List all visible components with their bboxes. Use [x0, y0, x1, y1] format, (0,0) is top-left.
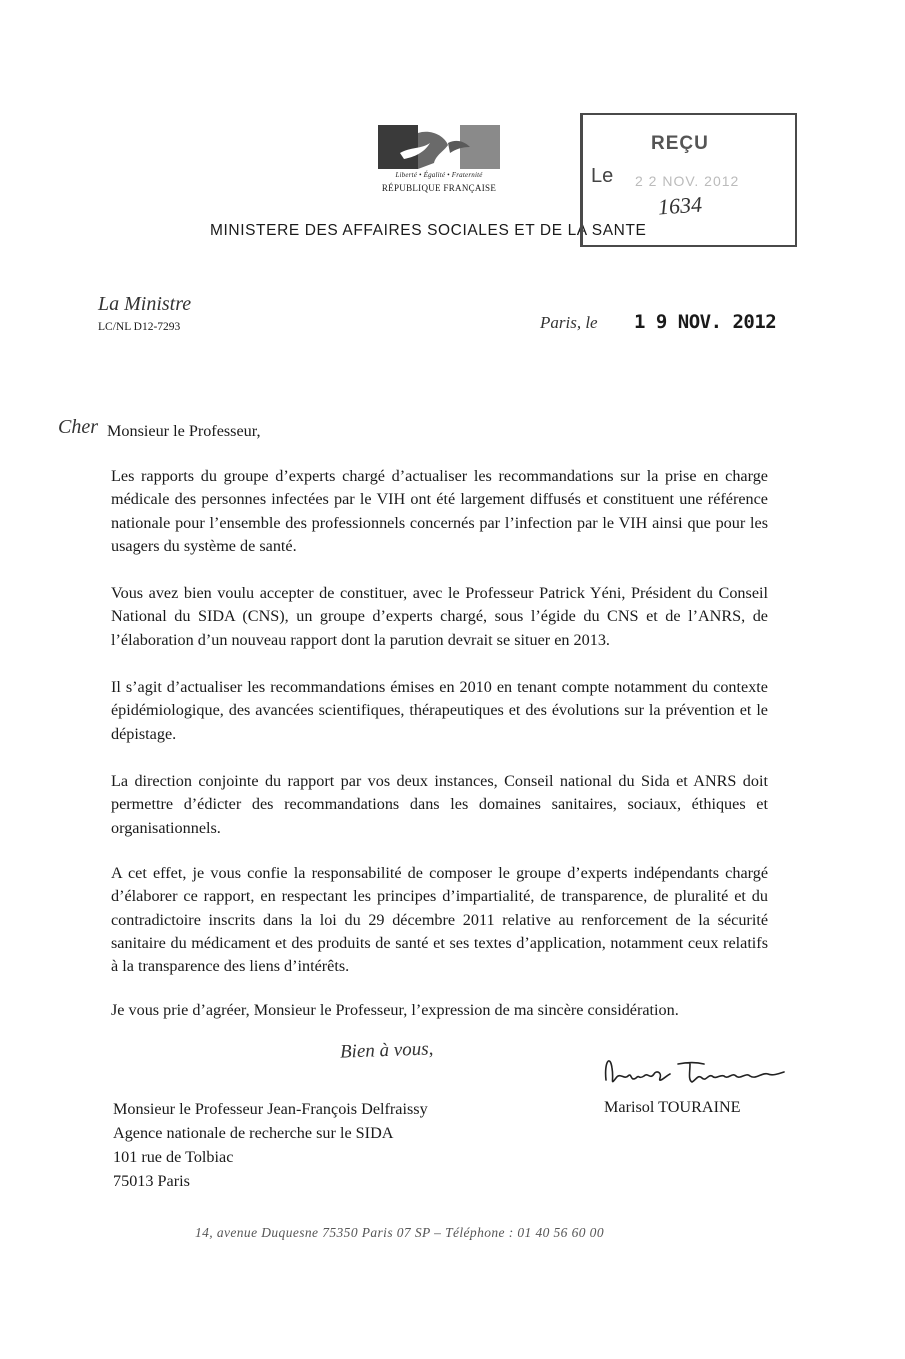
received-stamp [580, 113, 797, 247]
stamp-date: 2 2 NOV. 2012 [635, 173, 740, 189]
paragraph: Les rapports du groupe d’experts chargé d’actualiser les recommandations sur la prise en charge médicale des personnes infectées par le VIH ont été largement diffusés et constituent une référence nationale pour l’ensemble des professionnels concernés par l’infection par le VIH ainsi que pour les usagers du système de santé. [111, 467, 768, 555]
closing-formula: Je vous prie d’agréer, Monsieur le Professeur, l’expression de ma sincère considération. [111, 1001, 679, 1019]
sender-title: La Ministre [98, 293, 192, 315]
paragraph: Il s’agit d’actualiser les recommandations émises en 2010 en tenant compte notamment du contexte épidémiologique, des avancées scientifiques, thérapeutiques et des évolutions sur la prévention et le dépistage. [111, 678, 768, 743]
stamp-number: 1634 [657, 191, 703, 220]
handwritten-annotation: Cher [58, 416, 98, 438]
footer-address: 14, avenue Duquesne 75350 Paris 07 SP – Téléphone : 01 40 56 60 00 [195, 1225, 604, 1240]
republique-francaise-logo [378, 125, 498, 200]
republic-name: RÉPUBLIQUE FRANÇAISE [381, 183, 497, 193]
handwritten-note: Bien à vous, [339, 1038, 434, 1063]
address-line: 75013 Paris [113, 1172, 190, 1190]
republic-motto: Liberté • Égalité • Fraternité [395, 171, 483, 179]
address-line: 101 rue de Tolbiac [113, 1148, 234, 1166]
stamp-le-label: Le [591, 165, 614, 187]
reference-code: LC/NL D12-7293 [98, 321, 181, 333]
letter-date: 1 9 NOV. 2012 [634, 311, 777, 333]
recipient-address [113, 1097, 428, 1193]
paragraph: A cet effet, je vous confie la responsabilité de composer le groupe d’experts indépendants chargé d’élaborer ce rapport, en respectant les principes d’impartialité, de transparence, de pluralité et du contradictoire inscrits dans la loi du 29 décembre 2011 relative au renforcement de la sécurité sanitaire du médicament et des produits de santé et ses textes d’application, notamment ceux relatifs à la transparence des liens d’intérêts. [111, 864, 768, 976]
address-line: Monsieur le Professeur Jean-François Delfraissy [113, 1100, 428, 1118]
signer-name: Marisol TOURAINE [604, 1098, 741, 1116]
signature-image [600, 1050, 790, 1094]
marianne-flag-icon [378, 125, 500, 169]
paragraph: Vous avez bien voulu accepter de constituer, avec le Professeur Patrick Yéni, Président du Conseil National du SIDA (CNS), un groupe d’experts chargé, sous l’égide du CNS et de l’ANRS, de l’élaboration d’un nouveau rapport dont la parution devrait se situer en 2013. [111, 584, 768, 649]
stamp-title: REÇU [651, 133, 709, 154]
date-place: Paris, le [540, 313, 598, 332]
ministry-name: MINISTERE DES AFFAIRES SOCIALES ET DE LA SANTE [210, 222, 647, 239]
salutation: Monsieur le Professeur, [107, 422, 261, 440]
paragraph: La direction conjointe du rapport par vos deux instances, Conseil national du Sida et ANRS doit permettre d’édicter des recommandations dans les domaines sanitaires, sociaux, éthiques et organisationnels. [111, 772, 768, 837]
address-line: Agence nationale de recherche sur le SIDA [113, 1124, 394, 1142]
